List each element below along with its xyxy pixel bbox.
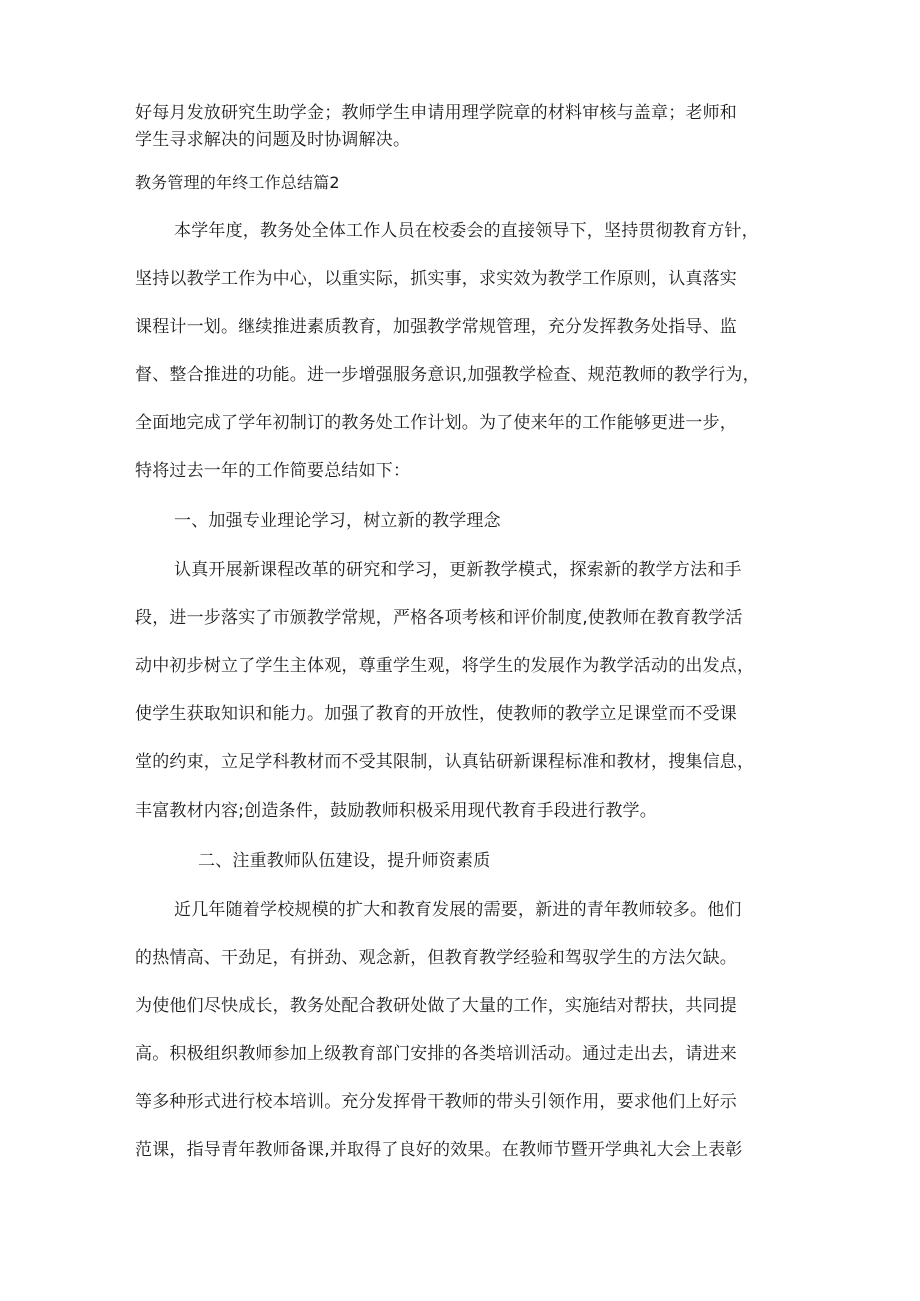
paragraph-line: 高。积极组织教师参加上级教育部门安排的各类培训活动。通过走出去，请进来 bbox=[135, 1044, 737, 1064]
paragraph-line: 坚持以教学工作为中心，以重实际，抓实事，求实效为教学工作原则，认真落实 bbox=[135, 269, 737, 289]
paragraph-line: 的热情高、干劲足，有拼劲、观念新，但教育教学经验和驾驭学生的方法欠缺。 bbox=[135, 948, 737, 968]
paragraph-line: 督、整合推进的功能。进一步增强服务意识,加强教学检查、规范教师的教学行为， bbox=[135, 365, 760, 385]
paragraph-line: 本学年度，教务处全体工作人员在校委会的直接领导下，坚持贯彻教育方针， bbox=[174, 221, 759, 241]
paragraph-line: 堂的约束，立足学科教材而不受其限制，认真钻研新课程标准和教材，搜集信息， bbox=[135, 752, 755, 772]
paragraph-line: 为使他们尽快成长，教务处配合教研处做了大量的工作，实施结对帮扶，共同提 bbox=[135, 996, 737, 1016]
paragraph-line: 使学生获取知识和能力。加强了教育的开放性，使教师的教学立足课堂而不受课 bbox=[135, 704, 737, 724]
paragraph-line: 课程计一划。继续推进素质教育，加强教学常规管理，充分发挥教务处指导、监 bbox=[135, 317, 737, 337]
paragraph-line: 特将过去一年的工作简要总结如下： bbox=[135, 461, 411, 481]
paragraph-line: 动中初步树立了学生主体观，尊重学生观，将学生的发展作为教学活动的出发点， bbox=[135, 656, 755, 676]
paragraph-line: 认真开展新课程改革的研究和学习，更新教学模式，探索新的教学方法和手 bbox=[174, 560, 742, 580]
paragraph-line: 等多种形式进行校本培训。充分发挥骨干教师的带头引领作用，要求他们上好示 bbox=[135, 1092, 737, 1112]
paragraph-line: 近几年随着学校规模的扩大和教育发展的需要，新进的青年教师较多。他们 bbox=[174, 900, 742, 920]
paragraph-line: 范课，指导青年教师备课,并取得了良好的效果。在教师节暨开学典礼大会上表彰 bbox=[135, 1140, 743, 1160]
section-heading-1: 一、加强专业理论学习，树立新的教学理念 bbox=[174, 511, 501, 531]
paragraph-line: 全面地完成了学年初制订的教务处工作计划。为了使来年的工作能够更进一步， bbox=[135, 413, 737, 433]
section-title: 教务管理的年终工作总结篇2 bbox=[135, 173, 340, 192]
intro-line: 学生寻求解决的问题及时协调解决。 bbox=[135, 130, 411, 150]
intro-line: 好每月发放研究生助学金；教师学生申请用理学院章的材料审核与盖章；老师和 bbox=[135, 103, 737, 123]
section-heading-2: 二、注重教师队伍建设，提升师资素质 bbox=[198, 851, 491, 871]
paragraph-line: 丰富教材内容;创造条件，鼓励教师积极采用现代教育手段进行教学。 bbox=[135, 801, 657, 821]
paragraph-line: 段，进一步落实了市颁教学常规，严格各项考核和评价制度,使教师在教育教学活 bbox=[135, 608, 743, 628]
